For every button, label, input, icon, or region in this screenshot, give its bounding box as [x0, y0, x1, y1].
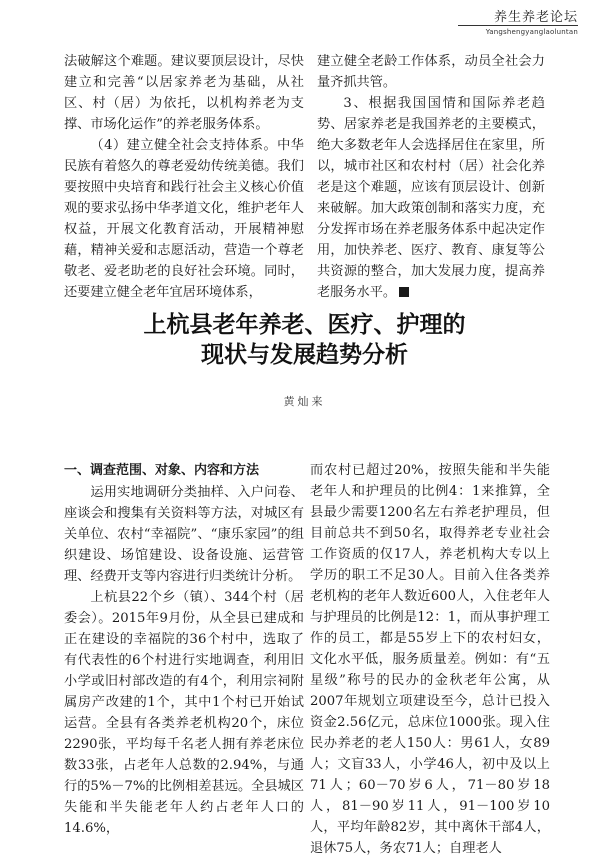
- journal-pinyin: Yangshengyanglaoluntan: [485, 28, 578, 36]
- article-title-line-1: 上杭县老年养老、医疗、护理的: [143, 312, 466, 338]
- end-of-article-mark: [399, 287, 409, 297]
- header-rule: [458, 25, 578, 26]
- paragraph: 运用实地调研分类抽样、入户问卷、座谈会和搜集有关资料等方法，对城区有关单位、农村“幸福院”、“康乐家园”的组织建设、场馆建设、设备设施、运营管理、经费开支等内容进行归类统计分析。: [64, 485, 304, 584]
- article-right-column: [310, 460, 550, 859]
- paragraph: （4）建立健全社会支持体系。中华民族有着悠久的尊老爱幼传统美德。我们要按照中央培育和践行社会主义核心价值观的要求弘扬中华孝道文化，维护老年人权益，开展文化教育活动，开展精神慰藉，精神关爱和志愿活动，营造一个尊老敬老、爱老助老的良好社会环境。同时，还要建立健全老年宜居环境体系，: [64, 138, 304, 300]
- paragraph: 法破解这个难题。建议要顶层设计，尽快建立和完善“以居家养老为基础，从社区、村（居）为依托，以机构养老为支撑、市场化运作”的养老服务体系。: [64, 54, 304, 132]
- paragraph: 上杭县22个乡（镇）、344个村（居委会）。2015年9月份，从全县已建成和正在建设的幸福院的36个村中，选取了有代表性的6个村进行实地调查，利用旧小学或旧村部改造的有4个，利用宗祠附属房产改建的1个，其中1个村已开始试运营。全县有各类养老机构20个，床位2290张，平均每千名老人拥有养老床位数33张，占老年人总数的2.94%，与通行的5%－7%的比例相差甚远。全县城区失能和半失能老年人约占老年人口的14.6%，: [64, 590, 304, 836]
- article-title: [64, 310, 545, 370]
- paragraph: 建立健全老龄工作体系，动员全社会力量齐抓共管。: [317, 54, 545, 90]
- previous-article-right-column: [317, 51, 545, 303]
- section-heading: 一、调查范围、对象、内容和方法: [64, 463, 260, 478]
- paragraph: 而农村已超过20%，按照失能和半失能老年人和护理员的比例4：1来推算，全县最少需要1200名左右养老护理员，但目前总共不到50名，取得养老专业社会工作资质的仅17人，养老机构大专以上学历的职工不足30人。目前入住各类养老机构的老年人数近600人，入住老年人与护理员的比例是12：1，而从事护理工作的员工，都是55岁上下的农村妇女，文化水平低，服务质量差。例如：有“五星级”称号的民办的金秋老年公寓，从2007年规划立项建设至今，总计已投入资金2.56亿元，总床位1000张。现入住民办养老的老人150人：男61人，女89人；文盲33人，小学46人，初中及以上71人；60－70岁6人，71－80岁18人，81－90岁11人，91－100岁10人，平均年龄82岁，其中离休干部4人，退休75人，务农71人；自理老人: [310, 463, 550, 856]
- paragraph-with-end-mark: [317, 93, 545, 303]
- journal-title: 养生养老论坛: [493, 10, 578, 25]
- article-title-line-2: 现状与发展趋势分析: [201, 342, 408, 368]
- previous-article-left-column: [64, 51, 304, 303]
- journal-header: [458, 6, 578, 36]
- article-author: 黄灿来: [283, 395, 326, 408]
- article-left-column: [64, 460, 304, 839]
- paragraph-text: 3、根据我国国情和国际养老趋势、居家养老是我国养老的主要模式，绝大多数老年人会选择居住在家里，所以，城市社区和农村村（居）社会化养老是这个难题，应该有顶层设计、创新来破解。加大政策创制和落实力度，充分发挥市场在养老服务体系中起决定作用，加快养老、医疗、教育、康复等公共资源的整合，加大发展力度，提高养老服务水平。: [317, 96, 545, 300]
